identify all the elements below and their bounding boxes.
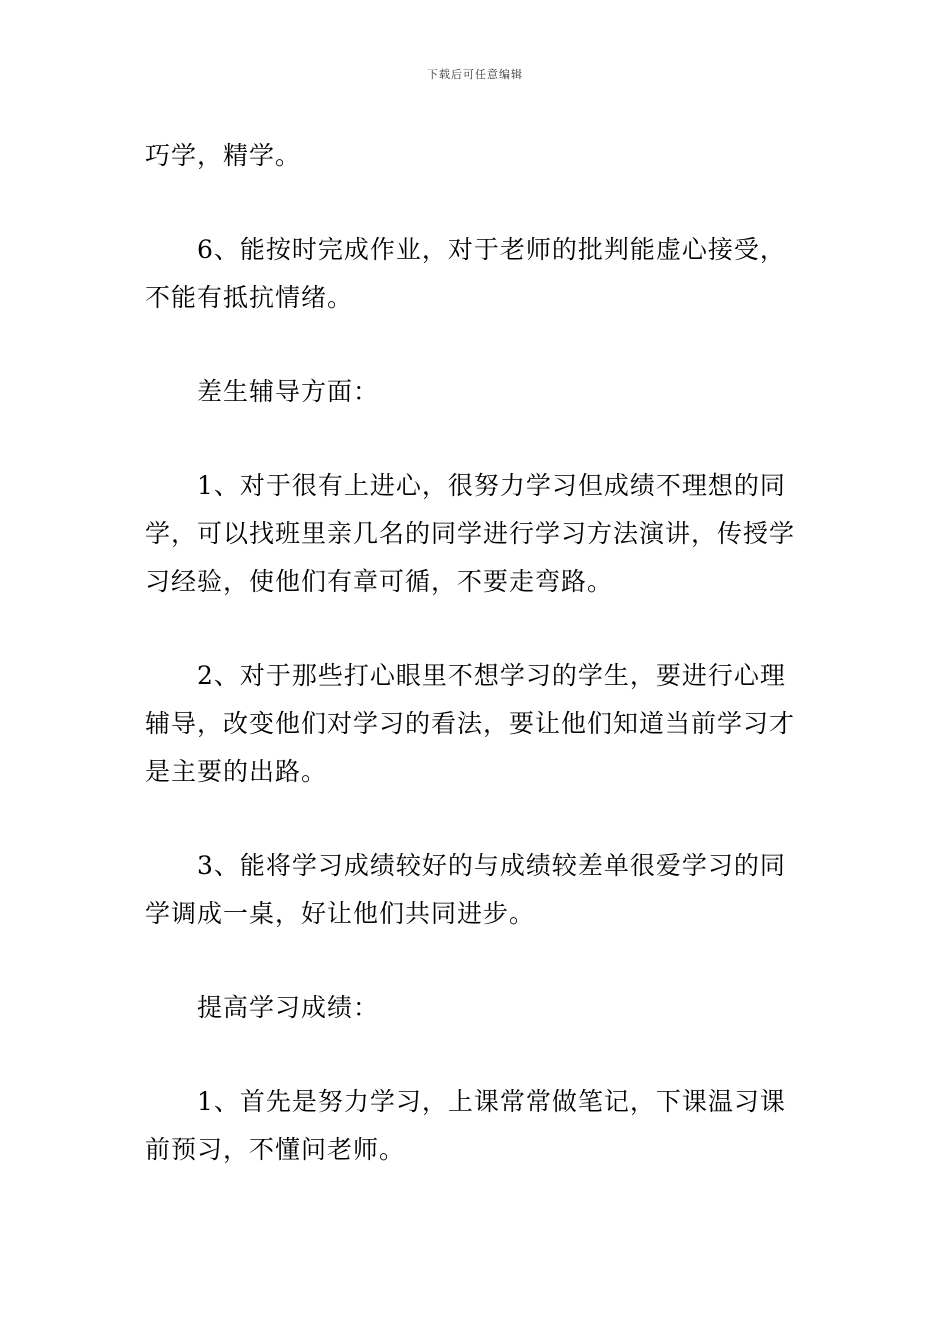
paragraph-improve-item-1: 1、首先是努力学习，上课常常做笔记，下课温习课前预习，不懂问老师。	[145, 1087, 786, 1164]
paragraph-item-6: 6、能按时完成作业，对于老师的批判能虚心接受，不能有抵抗情绪。	[145, 235, 786, 312]
paragraph-tutoring-item-1: 1、对于很有上进心，很努力学习但成绩不理想的同学，可以找班里亲几名的同学进行学习方法演讲，传授学习经验，使他们有章可循，不要走弯路。	[145, 471, 796, 596]
page-header: 下载后可任意编辑	[427, 68, 523, 81]
section-heading-tutoring: 差生辅导方面：	[197, 377, 380, 406]
paragraph-tutoring-item-2: 2、对于那些打心眼里不想学习的学生，要进行心理辅导，改变他们对学习的看法，要让他们知道当前学习才是主要的出路。	[145, 661, 796, 786]
document-body	[145, 132, 810, 1220]
paragraph-continuation: 巧学，精学。	[145, 141, 302, 170]
section-heading-improve-grades: 提高学习成绩：	[197, 993, 380, 1022]
paragraph-tutoring-item-3: 3、能将学习成绩较好的与成绩较差单很爱学习的同学调成一桌，好让他们共同进步。	[145, 851, 786, 928]
